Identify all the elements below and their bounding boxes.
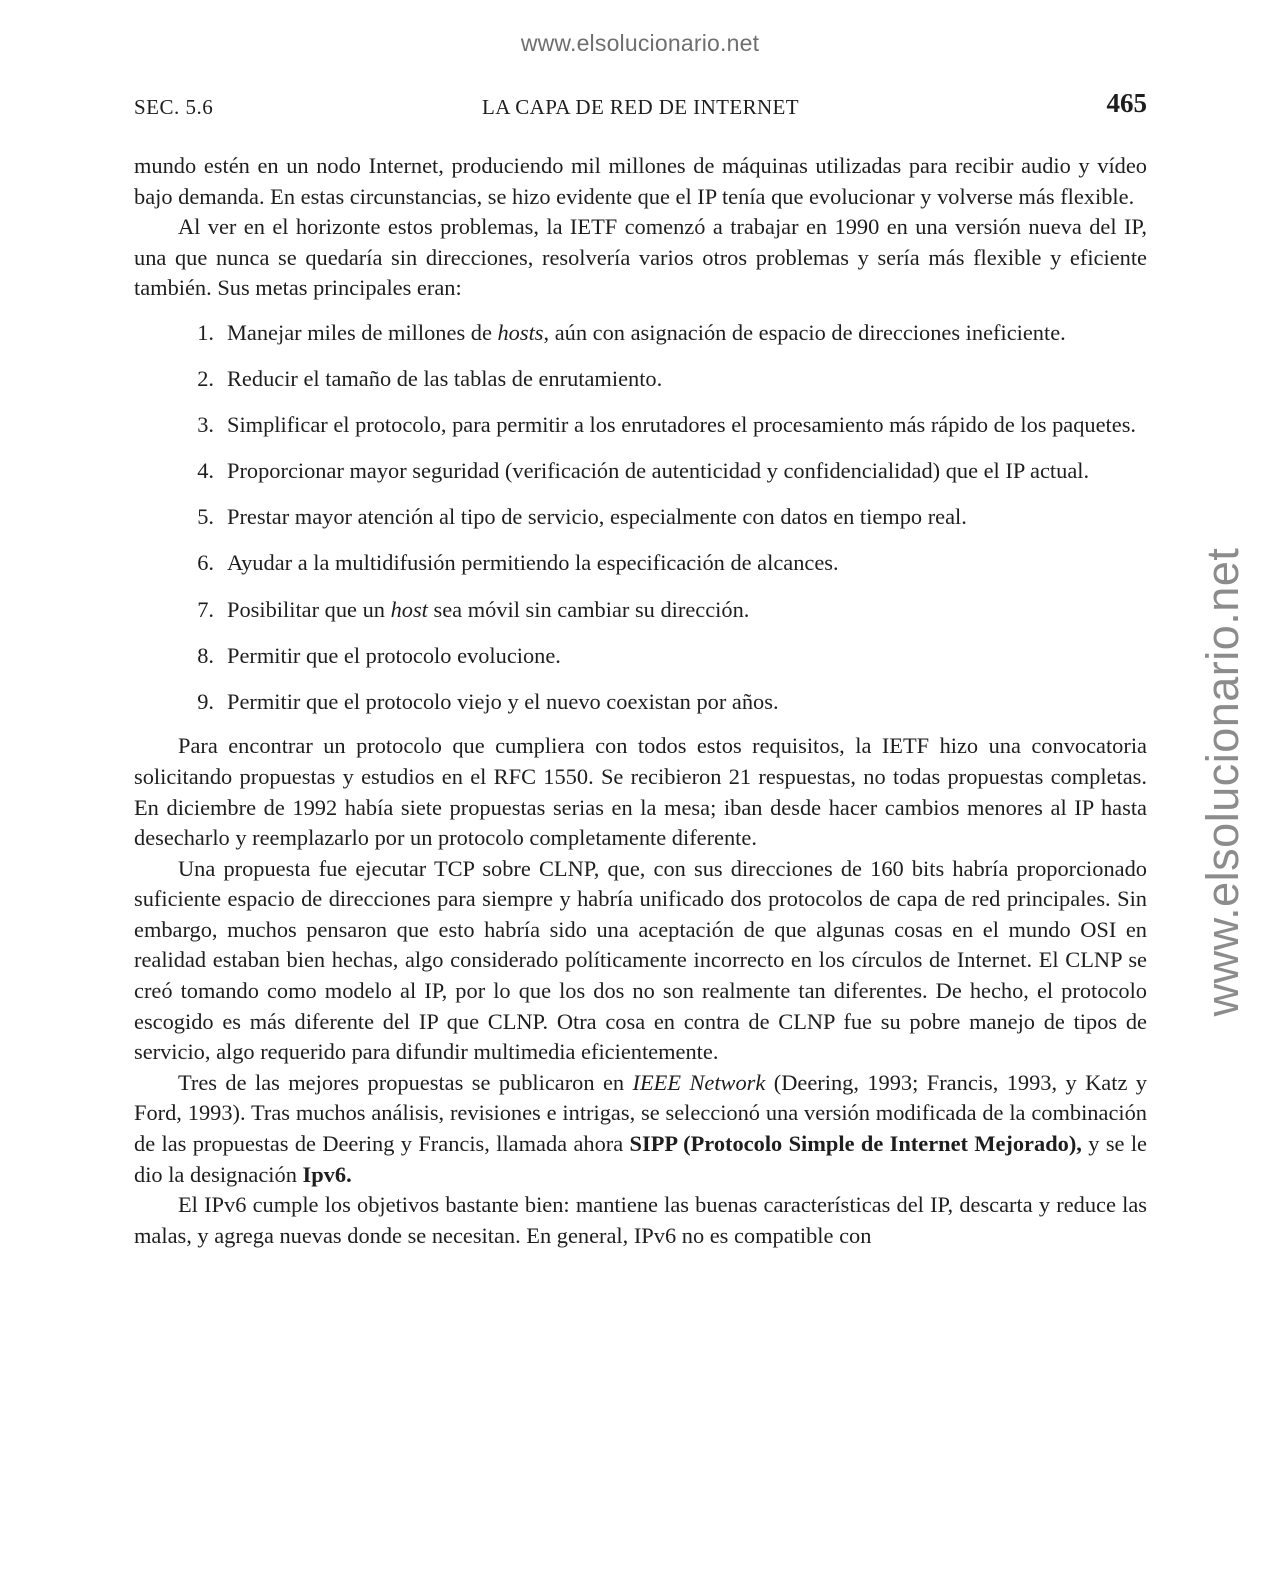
list-item: 8. Permitir que el protocolo evolucione. <box>197 642 561 668</box>
list-item: 1. Manejar miles de millones de hosts, aún con asignación de espacio de direcciones ineficiente. <box>197 319 1066 345</box>
list-item: 4. Proporcionar mayor seguridad (verificación de autenticidad y confidencialidad) que el IP actual. <box>197 458 1090 484</box>
page-body <box>134 151 1147 1251</box>
page-number: 465 <box>1106 88 1147 118</box>
list-item: 2. Reducir el tamaño de las tablas de enrutamiento. <box>197 366 663 392</box>
paragraph-ipv6: El IPv6 cumple los objetivos bastante bien: mantiene las buenas características del IP, descarta y reduce las malas, y agrega nuevas donde se necesitan. En general, IPv6 no es compatible con <box>134 1192 1147 1248</box>
goals-list <box>134 318 1147 717</box>
watermark-side: www.elsolucionario.net <box>1197 547 1248 1017</box>
paragraph-rfc-1550: Para encontrar un protocolo que cumpliera con todos estos requisitos, la IETF hizo una convocatoria solicitando propuestas y estudios en el RFC 1550. Se recibieron 21 respuestas, no todas propuestas completas. En diciembre de 1992 había siete propuestas serias en la mesa; iban desde hacer cambios menores al IP hasta desecharlo y reemplazarlo por un protocolo completamente diferente. <box>134 733 1147 851</box>
list-item: 3. Simplificar el protocolo, para permitir a los enrutadores el procesamiento más rápido de los paquetes. <box>197 412 1137 438</box>
chapter-title: LA CAPA DE RED DE INTERNET <box>481 95 800 119</box>
watermark-top: www.elsolucionario.net <box>520 30 760 56</box>
list-item: 6. Ayudar a la multidifusión permitiendo la especificación de alcances. <box>197 550 839 576</box>
paragraph-sipp: Tres de las mejores propuestas se publicaron en IEEE Network (Deering, 1993; Francis, 1993, y Katz y Ford, 1993). Tras muchos análisis, revisiones e intrigas, se seleccionó una versión modificada de la combinación de las propuestas de Deering y Francis, llamada ahora SIPP (Protocolo Simple de Internet Mejorado), y se le dio la designación Ipv6. <box>134 1069 1148 1187</box>
section-number: SEC. 5.6 <box>134 95 214 119</box>
list-item: 7. Posibilitar que un host sea móvil sin cambiar su dirección. <box>197 596 750 622</box>
paragraph-ietf-goals-intro: Al ver en el horizonte estos problemas, la IETF comenzó a trabajar en 1990 en una versión nueva del IP, una que nunca se quedaría sin direcciones, resolvería varios otros problemas y sería más flexible y eficiente también. Sus metas principales eran: <box>134 214 1147 301</box>
paragraph-clnp: Una propuesta fue ejecutar TCP sobre CLNP, que, con sus direcciones de 160 bits habría proporcionado suficiente espacio de direcciones para siempre y habría unificado dos protocolos de capa de red principales. Sin embargo, muchos pensaron que esto habría sido una aceptación de que algunas cosas en el mundo OSI en realidad estaban bien hechas, algo considerado políticamente incorrecto en los círculos de Internet. El CLNP se creó tomando como modelo al IP, por lo que los dos no son realmente tan diferentes. De hecho, el protocolo escogido es más diferente del IP que CLNP. Otra cosa en contra de CLNP fue su pobre manejo de tipos de servicio, algo requerido para difundir multimedia eficientemente. <box>134 855 1147 1065</box>
list-item: 9. Permitir que el protocolo viejo y el nuevo coexistan por años. <box>197 688 779 714</box>
list-item: 5. Prestar mayor atención al tipo de servicio, especialmente con datos en tiempo real. <box>197 504 967 530</box>
running-head <box>134 88 1147 124</box>
paragraph-continued: mundo estén en un nodo Internet, produciendo mil millones de máquinas utilizadas para recibir audio y vídeo bajo demanda. En estas circunstancias, se hizo evidente que el IP tenía que evolucionar y volverse más flexible. <box>134 153 1147 209</box>
